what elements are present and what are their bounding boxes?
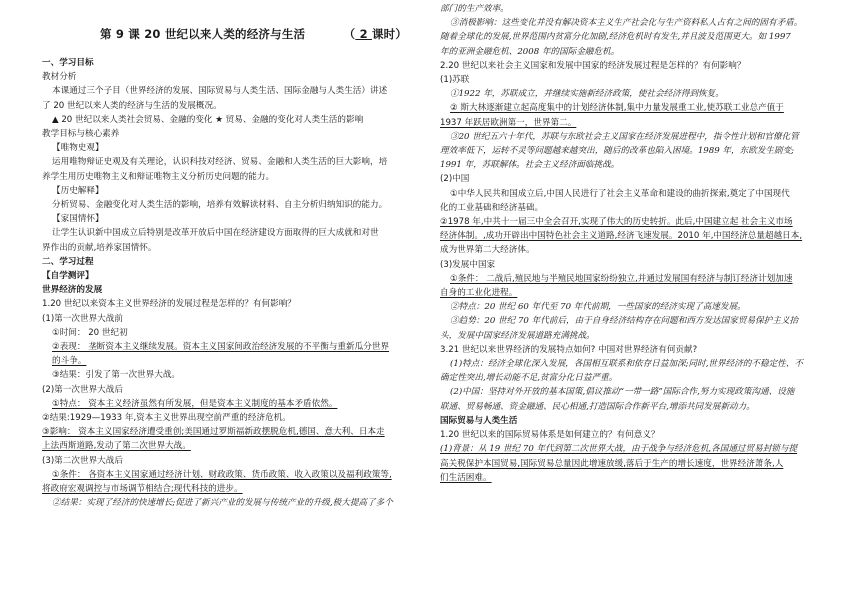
right-text-line: 们生活困难。 — [440, 472, 492, 483]
left-text-line: 【唯物史观】 — [52, 143, 104, 154]
right-text-line: (1)背景：从 19 世纪 70 年代到第二次世界大战，由于战争与经济危机,各国通过贸易封锁与提 — [440, 444, 798, 455]
left-text-line: 二、学习过程 — [42, 256, 94, 267]
right-text-line: ②1978 年,中共十一届三中全会召开,实现了伟大的历史转折。此后,中国建立起 社会主义市场 — [440, 217, 793, 228]
right-text-line: 成为世界第二大经济体。 — [440, 245, 535, 256]
left-text-line: 运用唯物辩证史观及有关理论，认识科技对经济、贸易、金融和人类生活的巨大影响，培 — [52, 157, 388, 168]
right-text-line: (1)苏联 — [440, 75, 470, 86]
right-text-line: 部门的生产效率。 — [440, 4, 509, 14]
right-text-line: ③趋势：20 世纪 70 年代前后，由于自身经济结构存在问题和西方发达国家贸易保护主义抬 — [450, 316, 799, 327]
left-text-line: 【历史解释】 — [52, 185, 104, 196]
right-text-line: 2.20 世纪以来社会主义国家和发展中国家的经济发展过程是怎样的？有何影响？ — [440, 60, 746, 71]
left-text-line: ▲ 20 世纪以来人类社会贸易、金融的变化 ★ 贸易、金融的变化对人类生活的影响 — [52, 114, 364, 125]
right-text-line: 随着全球化的发展,世界范围内贫富分化加剧,经济危机时有发生,并且波及范围更大。如 1997 — [440, 32, 791, 43]
right-column — [440, 2, 828, 485]
right-text-line: 自身的工业化进程。 — [440, 288, 518, 299]
left-text-line: ②结果:1929—1933 年,资本主义世界出现空前严重的经济危机。 — [42, 413, 291, 424]
left-text-line: 了 20 世纪以来人类的经济与生活的发展概况。 — [42, 100, 222, 111]
left-text-line: 1.20 世纪以来资本主义世界经济的发展过程是怎样的？有何影响？ — [42, 299, 296, 310]
left-text-line: 世界经济的发展 — [42, 285, 103, 296]
left-text-line: 【家国情怀】 — [52, 214, 104, 225]
left-text-line: 本课通过三个子目（世界经济的发展、国际贸易与人类生活、国际金融与人类生活）讲述 — [52, 86, 388, 97]
hours-close: 课时） — [371, 27, 408, 41]
left-text-line: ①条件： 各资本主义国家通过经济计划、财政政策、货币政策、收入政策以及福利政策等, — [52, 469, 392, 480]
right-text-line: ①条件： 二战后,殖民地与半殖民地国家纷纷独立,并通过发展国有经济与制订经济计划加速 — [450, 273, 793, 284]
left-text-line: 【自学测评】 — [42, 271, 94, 282]
left-text-line: ③影响： 资本主义国家经济遭受重创;美国通过罗斯福新政摆脱危机,德国、意大利、日本走 — [42, 427, 385, 438]
hours-value: 2 — [355, 27, 372, 41]
left-text-line: 界作出的贡献,培养家国情怀。 — [42, 242, 157, 253]
right-text-line: ①中华人民共和国成立后,中国人民进行了社会主义革命和建设的曲折探索,奠定了中国现代 — [450, 188, 790, 199]
right-text-line: 国际贸易与人类生活 — [440, 415, 518, 426]
left-text-line: 上法西斯道路,发动了第二次世界大战。 — [42, 441, 191, 452]
left-text-line: ③结果：引发了第一次世界大战。 — [52, 370, 181, 381]
left-text-line: 教材分析 — [42, 72, 77, 83]
left-text-line: 让学生认识新中国成立后特别是改革开放后中国在经济建设方面取得的巨大成就和对世 — [52, 228, 379, 239]
left-text-line: 养学生用历史唯物主义和辩证唯物主义分析历史问题的能力。 — [42, 171, 275, 182]
right-text-line: 年的亚洲金融危机、2008 年的国际金融危机。 — [440, 46, 620, 57]
right-text-line: (2)中国 — [440, 174, 470, 185]
right-text-line: ③20 世纪五六十年代，苏联与东欧社会主义国家在经济发展进程中，指令性计划和官僚化管 — [450, 131, 799, 142]
left-text-line: 教学目标与核心素养 — [42, 129, 120, 140]
right-text-line: ③消极影响：这些变化并没有解决资本主义生产社会化与生产资料私人占有之间的固有矛盾。 — [450, 18, 803, 29]
right-text-line: ② 斯大林逐渐建立起高度集中的计划经济体制,集中力量发展重工业,使苏联工业总产值于 — [450, 103, 784, 114]
right-text-line: ②特点：20 世纪 60 年代至 70 年代前期，一些国家的经济实现了高速发展。 — [450, 302, 746, 313]
right-text-line: 联通、贸易畅通、资金融通、民心相通,打造国际合作新平台,增添共同发展新动力。 — [440, 401, 755, 412]
right-text-line: 高关税保护本国贸易,国际贸易总量因此增速放缓,落后于生产的增长速度，世界经济萧条,人 — [440, 458, 784, 469]
right-text-line: (2)中国：坚持对外开放的基本国策,倡议推动“一带一路”国际合作,努力实现政策沟通、设施 — [450, 387, 795, 398]
left-text-line: 将政府宏观调控与市场调节相结合;现代科技的进步。 — [42, 484, 243, 495]
hours-open: （ — [343, 27, 356, 41]
right-text-line: 经济体制。,成功开辟出中国特色社会主义道路,经济飞速发展。2010 年,中国经济总量超越日本, — [440, 231, 803, 242]
left-text-line: ②表现： 垄断资本主义继续发展。资本主义国家间政治经济发展的不平衡与重新瓜分世界 — [52, 342, 390, 353]
right-text-line: 理效率低下，运转不灵等问题越来越突出，随后的改革也陷入困境。1989 年，东欧发生剧变; — [440, 146, 795, 157]
right-text-line: (1)特点：经济全球化深入发展，各国相互联系和依存日益加深;同时,世界经济的不稳定性、不 — [450, 359, 803, 370]
left-text-line: 分析贸易、金融变化对人类生活的影响，培养有效解读材料、自主分析归纳知识的能力。 — [52, 200, 388, 211]
left-text-line: 一、学习目标 — [42, 58, 94, 68]
right-text-line: 确定性突出,增长动能不足,贫富分化日益严重。 — [440, 373, 618, 384]
left-text-line: 的斗争。 — [52, 356, 87, 367]
left-text-line: (3)第二次世界大战后 — [42, 455, 123, 466]
right-text-line: 1991 年，苏联解体。社会主义经济面临挑战。 — [440, 160, 620, 171]
right-text-line: 1.20 世纪以来的国际贸易体系是如何建立的？有何意义？ — [440, 430, 660, 441]
right-text-line: 3.21 世纪以来世界经济的发展特点如何? 中国对世界经济有何贡献? — [440, 344, 698, 355]
left-text-line: ②结果：实现了经济的快速增长;促进了新兴产业的发展与传统产业的升级,极大提高了多个 — [52, 498, 393, 509]
right-text-line: 化的工业基础和经济基础。 — [440, 202, 544, 213]
left-text-line: ①特点： 资本主义经济虽然有所发展，但是资本主义制度的基本矛盾依然。 — [52, 398, 338, 409]
right-text-line: (3)发展中国家 — [440, 259, 496, 270]
right-text-line: 头，发展中国家经济发展道路充满挑战。 — [440, 330, 595, 341]
lesson-name: 第 9 课 20 世纪以来人类的经济与生活 — [100, 27, 306, 41]
left-column — [42, 24, 418, 511]
right-text-line: ①1922 年，苏联成立，并继续实施新经济政策，使社会经济得到恢复。 — [450, 89, 724, 100]
right-text-line: 1937 年跃居欧洲第一，世界第二。 — [440, 117, 577, 128]
left-text-line: (2)第一次世界大战后 — [42, 384, 123, 395]
left-text-line: ①时间： 20 世纪初 — [52, 327, 128, 338]
left-text-line: (1)第一次世界大战前 — [42, 313, 123, 324]
